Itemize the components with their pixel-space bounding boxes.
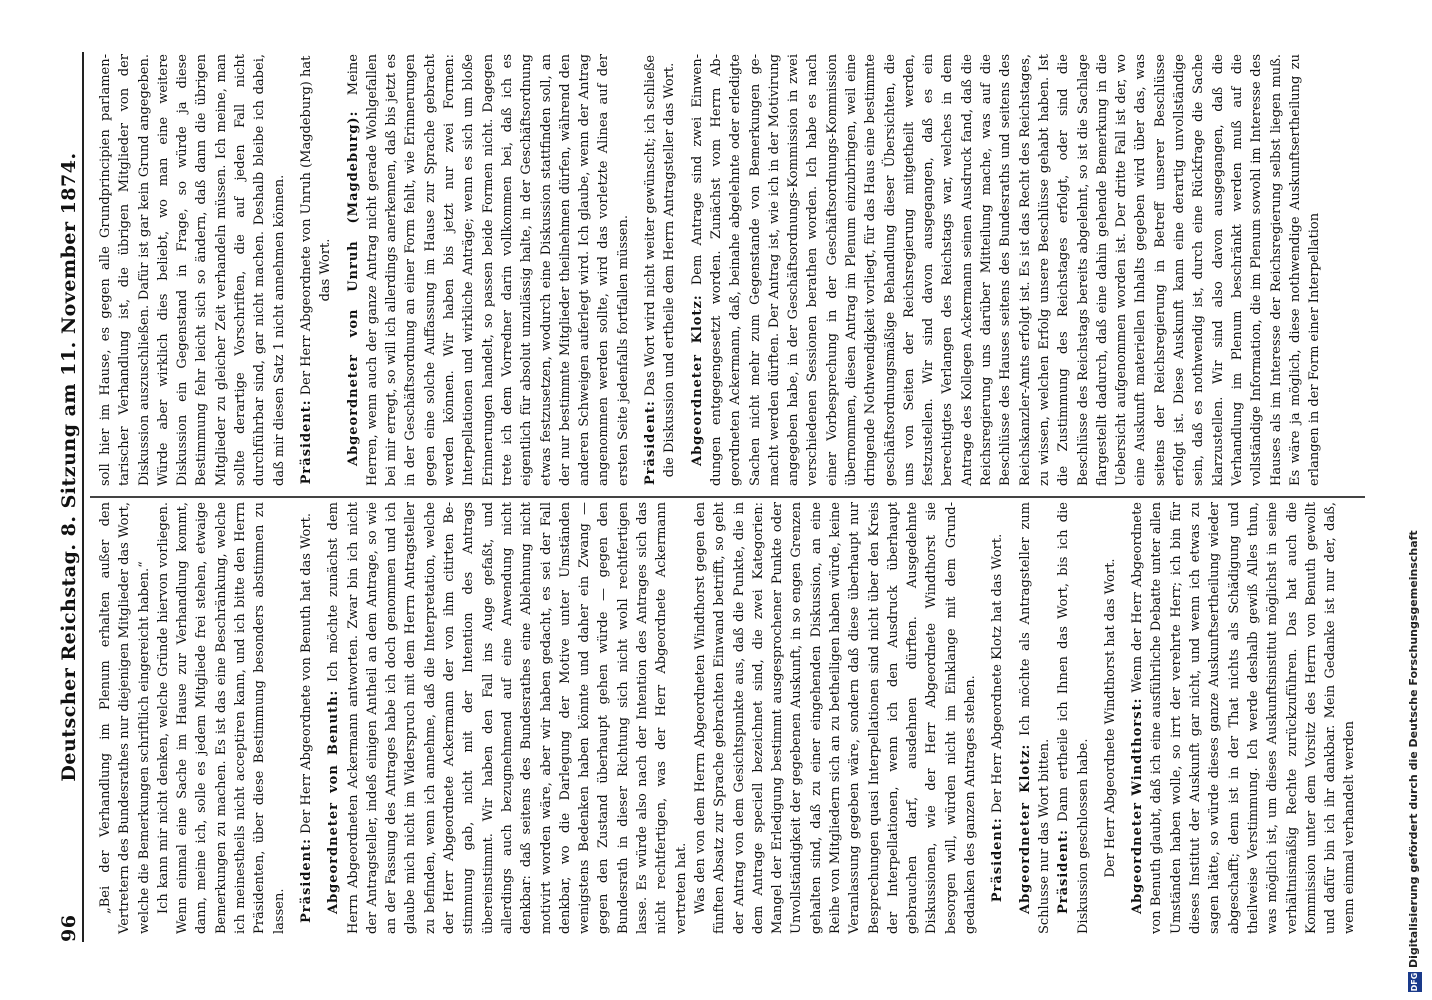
paragraph-text: Ich möchte zunächst dem Herrn Abgeordneten Ackermann antworten. Zwar bin ich nicht der Antragsteller, indeß einigen Antheil an dem Antrage, so wie an der Fassung des Antrages habe ich doch genommen und ich glaube mich nicht im Widerspruch mit dem Herrn Antragsteller zu befinden, wenn ich annehme, daß die Interpretation, welche der Herr Abgeordnete Ackermann der von ihm citirten Bestimmung gab, nicht mit der Intention des Antrags übereinstimmt. Wir haben den Fall ins Auge gefaßt, und allerdings auch bezugnehmend auf eine Anwendung nicht denkbar: daß seitens des Bundesrathes eine Ablehnung nicht motivirt worden wäre, aber wir haben gedacht, es sei der Fall denkbar, wo die Darlegung der Motive unter Umständen wenigstens Bedenken haben könnte und daher ein Zwang — gegen den Zustand überhaupt gehen würde — gegen den Bundesrath in dieser Richtung sich nicht wohl rechtfertigen lasse. Es würde also nach der Intention des Antrages sich das nicht rechtfertigen, was der Herr Abgeordnete Ackermann vertreten hat.: [326, 501, 689, 934]
paragraph-text: Wenn der Herr Abgeordnete von Benuth glaubt, daß ich eine ausführliche Debatte unter allen Umständen haben wolle, so irrt der verehrte Herr; ich bin für dieses Institut der Auskunft gar nicht, und wenn ich etwas zu sagen hätte, so würde dieses ganze Auskunftsertheilung wieder abgeschafft; denn ist in der That nichts als Schädigung und theilweise Verstimmung. Ich werde deshalb gewiß Alles thun, was möglich ist, um dieses Auskunftsinstitut möglichst in seine verhältnismäßig Rechte zurückzuführen. Das hat auch die Kommission unter dem Vorsitz des Herrn von Benuth gewollt und dafür bin ich ihr dankbar. Mein Gedanke ist nur der, daß, wenn einmal verhandelt werden: [1130, 502, 1358, 934]
speaker-name: Präsident:: [298, 399, 314, 485]
funding-note: Digitalisierung gefördert durch die Deutsche Forschungsgemeinschaft: [1407, 530, 1420, 968]
page-number: 96: [58, 914, 80, 942]
paragraph-text: „Bei der Verhandlung im Plenum erhalten außer den Vertretern des Bundesrathes nur diejenigen Mitglieder das Wort, welche die Bemerkungen schriftlich eingereicht haben.“: [98, 502, 152, 934]
paragraph: [641, 54, 680, 486]
running-title: Deutscher Reichstag. 8. Sitzung am 11. November 1874.: [58, 152, 80, 782]
column-divider: [90, 497, 1365, 499]
speaker-name: Abgeordneter Klotz:: [689, 294, 705, 466]
page-header: [48, 52, 86, 942]
footer: [1404, 0, 1428, 1000]
right-column: [96, 54, 1324, 486]
paragraph: [691, 502, 980, 934]
paragraph: [1101, 502, 1120, 934]
speaker-name: Präsident:: [298, 838, 314, 923]
dfg-logo: DFG: [1408, 972, 1422, 992]
speaker-name: Abgeordneter Klotz:: [1017, 743, 1033, 914]
speaker-name: Abgeordneter von Unruh (Magdeburg):: [345, 110, 361, 466]
paragraph: [154, 502, 289, 934]
speaker-name: Abgeordneter von Benuth:: [326, 689, 342, 914]
paragraph: [688, 54, 1325, 486]
paragraph: [324, 502, 691, 934]
paragraph-text: Das Wort wird nicht weiter gewünscht; ich schließe die Diskussion und ertheile dem Herrn Antragsteller das Wort.: [643, 54, 678, 478]
paragraph-text: Ich kann mir nicht denken, welche Gründe hiervon vorliegen. Wenn einmal eine Sache im Hause zur Verhandlung kommt, dann, meine ich, solle es jedem Mitgliede frei stehen, etwaige Bemerkungen zu machen. Es ist das eine Beschränkung, welche ich meinestheils nicht acceptiren kann, und ich bitte den Herrn Präsidenten, über diese Bestimmung besonders abstimmen zu lassen.: [155, 502, 287, 934]
paragraph-text: Ich möchte als Antragsteller zum Schlusse nur das Wort bitten.: [1017, 502, 1052, 934]
speaker-name: Präsident:: [1056, 829, 1072, 914]
paragraph: [1128, 502, 1360, 934]
speaker-name: Abgeordneter Windthorst:: [1130, 697, 1146, 914]
paragraph-text: Dem Antrage sind zwei Einwendungen entgegengesetzt worden. Zunächst vom Herrn Abgeordneten Ackermann, daß, beinahe abgelehnte oder erledigte Sachen nicht mehr zum Gegenstande von Bemerkungen gemacht werden dürften. Der Antrag ist, wie ich in der Motivirung angegeben habe, in der Geschäftsordnungs-Kommission in zwei verschiedenen Sessionen berathen worden. Ich habe es nach einer Vorbesprechung in der Geschäftsordnungs-Kommission übernommen, diesen Antrag im Plenum einzubringen, weil eine dringende Nothwendigkeit vorliegt, für das Haus eine bestimmte geschäftsordnungsmäßige Behandlung dieser Übersichten, die uns von Seiten der Reichsregierung mitgetheilt werden, festzustellen. Wir sind davon ausgegangen, daß es ein berechtigtes Verlangen des Reichstags war, welches in dem Antrage des Kollegen Ackermann seinen Ausdruck fand, daß die Reichsregierung uns darüber Mitteilung mache, was auf die Beschlüsse des Hauses seitens des Bundesraths und seitens des Reichskanzler-Amts erfolgt ist. Es ist das Recht des Reichstages, zu wissen, welchen Erfolg unsere Beschlüsse gehabt haben. Ist die Zustimmung des Reichstages erfolgt, oder sind die Beschlüsse des Reichstags bereits abgelehnt, so ist die Sachlage flargestellt dadurch, daß eine dahin gehende Bemerkung in die Uebersicht aufgenommen worden ist. Der dritte Fall ist der, wo eine Auskunft materiellen Inhalts gegeben wird über das, was seitens der Reichsregierung in Betreff unserer Beschlüsse erfolgt ist. Diese Auskunft kann eine derartig unvollständige sein, daß es nothwendig ist, durch eine Rückfrage die Sache klarzustellen. Wir sind also davon ausgegangen, daß die Verhandlung im Plenum beschränkt werden muß auf die vollständige Information, die im Plenum sowohl im Interesse des Hauses als im Interesse der Reichsregierung selbst liegen muß. Es wäre ja möglich, diese nothwendige Auskunftsertheilung zu erlangen in der Form einer Interpellation: [689, 54, 1323, 486]
paragraph-text: Dann ertheile ich Ihnen das Wort, bis ich die Diskussion geschlossen habe.: [1056, 502, 1091, 934]
paragraph-text: soll hier im Hause, es gegen alle Grundprincipien parlamentarischer Verhandlung ist, die übrigen Mitglieder von der Diskussion auszuschließen. Dafür ist gar kein Grund angegeben. Würde aber wirklich dies beliebt, wo man eine weitere Diskussion ein Gegenstand in Frage, so würde ja diese Bestimmung fehr leicht sich so ändern, daß dann die übrigen Mitglieder zu gleicher Zeit verhandeln müssen. Ich meine, man sollte derartige Vorschriften, die auf jeden Fall nicht durchführbar sind, gar nicht machen. Deshalb bleibe ich dabei, daß mir diesen Satz 1 nicht annehmen können.: [98, 54, 287, 486]
paragraph: [344, 54, 633, 486]
paragraph: [96, 502, 154, 934]
paragraph-text: Der Herr Abgeordnete Windthorst hat das Wort.: [1102, 558, 1118, 878]
paragraph-text: Der Herr Abgeordnete Klotz hat das Wort.: [990, 533, 1006, 818]
paragraph: [297, 502, 316, 934]
paragraph: [1054, 502, 1093, 934]
paragraph: [988, 502, 1007, 934]
paragraph-text: Der Herr Abgeordnete von Unruh (Magdeburg) hat das Wort.: [298, 55, 334, 400]
paragraph: [96, 54, 289, 486]
header-rule: [82, 52, 84, 942]
paragraph-text: Was den von dem Herrn Abgeordneten Windthorst gegen den fünften Absatz zur Sprache gebrachten Einwand betrifft, so geht der Antrag von dem Gesichtspunkte aus, daß die Punkte, die in dem Antrage speciell bezeichnet sind, die zwei Kategorien: Mangel der Erledigung bestimmt ausgesprochener Punkte oder Unvollständigkeit der gegebenen Auskunft, in so engen Grenzen gehalten sind, daß zu einer eingehenden Diskussion, an eine Reihe von Mitgliedern sich an zu betheiligen haben würde, keine Veranlassung gegeben wäre, sondern daß diese überhaupt nur Besprechungen quasi Interpellationen sind nicht über den Kreis der Interpellationen, wenn ich den Ausdruck überhaupt gebrauchen darf, ausdehnen dürften. Ausgedehnte Diskussionen, wie der Herr Abgeordnete Windthorst sie besorgen will, würden nicht im Einklange mit dem Grundgedanken des ganzen Antrages stehen.: [692, 502, 979, 934]
paragraph-text: Der Herr Abgeordnete von Benuth hat das Wort.: [298, 513, 314, 839]
paragraph: [297, 54, 336, 486]
paragraph: [1016, 502, 1055, 934]
paragraph-text: Meine Herren, wenn auch der ganze Antrag nicht gerade Wohlgefallen bei mir erregt, so will ich allerdings anerkennen, daß bis jetzt es in der Geschäftsordnung an einer Form fehlt, wie Erinnerungen gegen eine solche Auffassung im Hause zur Sprache gebracht werden können. Wir haben bis jetzt nur zwei Formen: Interpellationen und wirkliche Anträge; wenn es sich um bloße Erinnerungen handelt, so passen beide Formen nicht. Dagegen trete ich dem Vorredner darin vollkommen bei, daß ich es eigentlich für absolut unzulässig halte, in der Geschäftsordnung etwas festzusetzen, wodurch eine Diskussion stattfinden soll, an der nur bestimmte Mitglieder theilnehmen dürfen, während den anderen Schweigen auferlegt wird. Ich glaube, wenn der Antrag angenommen werden sollte, wird das vorletzte Alinea auf der ersten Seite jedenfalls fortfallen müssen.: [345, 54, 631, 486]
left-column: [96, 502, 1360, 934]
speaker-name: Präsident:: [643, 400, 659, 486]
speaker-name: Präsident:: [990, 817, 1006, 903]
